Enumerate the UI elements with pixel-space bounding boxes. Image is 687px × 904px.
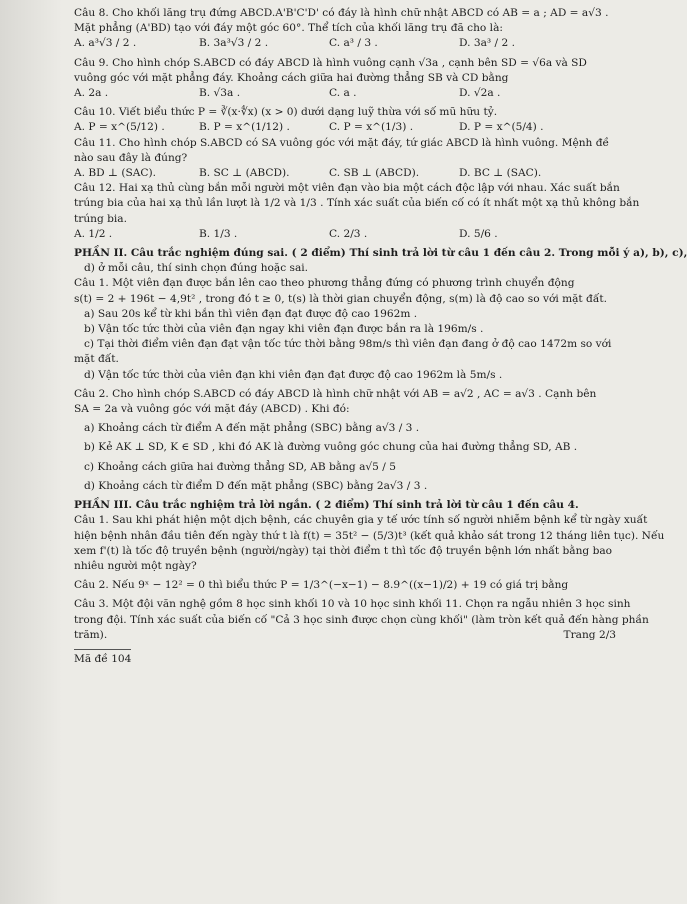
q12-option-b: B. 1/3 . <box>199 227 238 240</box>
q10-line1: Câu 10. Viết biểu thức P = ∛(x·∜x) (x > 0) dưới dạng luỹ thừa với số mũ hữu tỷ. <box>74 106 498 119</box>
q10-option-c: C. P = x^(1/3) . <box>329 121 414 134</box>
part3-c1-line4: nhiêu người một ngày? <box>74 559 197 572</box>
part3-c1-line1: Câu 1. Sau khi phát hiện một dịch bệnh, các chuyên gia y tế ước tính số người nhiễm bệnh kể từ ngày xuất <box>74 514 648 527</box>
q11-line1: Câu 11. Cho hình chóp S.ABCD có SA vuông góc với mặt đáy, tứ giác ABCD là hình vuông. Mệnh đề <box>74 136 610 149</box>
part3-c2-line1: Câu 2. Nếu 9ˣ − 12² = 0 thì biểu thức P = 1/3^(−x−1) − 8.9^((x−1)/2) + 19 có giá trị bằng <box>74 579 569 592</box>
q9-line2: vuông góc với mặt phẳng đáy. Khoảng cách giữa hai đường thẳng SB và CD bằng <box>74 71 509 84</box>
part2-title-cont: d) ở mỗi câu, thí sinh chọn đúng hoặc sai. <box>84 262 309 275</box>
q8-option-d: D. 3a³ / 2 . <box>459 37 515 50</box>
part2-c1-b: b) Vận tốc tức thời của viên đạn ngay khi viên đạn được bắn ra là 196m/s . <box>84 323 484 336</box>
q8-line1: Câu 8. Cho khối lăng trụ đứng ABCD.A'B'C'D' có đáy là hình chữ nhật ABCD có AB = a ; AD = a√3 . <box>74 7 609 19</box>
part3-c1-line2: hiện bệnh nhân đầu tiên đến ngày thứ t là f(t) = 35t² − (5/3)t³ (kết quả khảo sát trong 12 tháng liên tục). Nếu <box>74 529 665 542</box>
q12-line1: Câu 12. Hai xạ thủ cùng bắn mỗi người một viên đạn vào bia một cách độc lập với nhau. Xác suất bắn <box>74 182 620 195</box>
part3-c1-line3: xem f'(t) là tốc độ truyền bệnh (người/ngày) tại thời điểm t thì tốc độ truyền bệnh lớn nhất bằng bao <box>74 544 613 557</box>
part3-c3-line2: trong đội. Tính xác suất của biến cố "Cả 3 học sinh được chọn cùng khối" (làm tròn kết quả đến hàng phần <box>74 613 649 626</box>
part2-c1-line1: Câu 1. Một viên đạn được bắn lên cao theo phương thẳng đứng có phương trình chuyển động <box>74 277 575 290</box>
part2-c2-line2: SA = 2a và vuông góc với mặt đáy (ABCD) . Khi đó: <box>74 403 350 416</box>
q9-line1: Câu 9. Cho hình chóp S.ABCD có đáy ABCD là hình vuông cạnh √3a , cạnh bên SD = √6a và SD <box>74 56 587 69</box>
footer-row <box>74 628 616 643</box>
part2-c1-a: a) Sau 20s kể từ khi bắn thì viên đạn đạt được độ cao 1962m . <box>84 307 418 320</box>
q11-option-c: C. SB ⊥ (ABCD). <box>329 167 420 180</box>
part3-c3-line1: Câu 3. Một đội văn nghệ gồm 8 học sinh khối 10 và 10 học sinh khối 11. Chọn ra ngẫu nhiên 3 học sinh <box>74 598 631 611</box>
q11-option-b: B. SC ⊥ (ABCD). <box>199 167 290 180</box>
part2-c2-a: a) Khoảng cách từ điểm A đến mặt phẳng (SBC) bằng a√3 / 3 . <box>84 422 420 435</box>
q9-options <box>74 86 616 101</box>
q8-option-b: B. 3a³√3 / 2 . <box>199 37 269 50</box>
exam-code: Mã đề 104 <box>74 649 131 667</box>
q8-line2: Mặt phẳng (A'BD) tạo với đáy một góc 60°. Thể tích của khối lăng trụ đã cho là: <box>74 22 503 35</box>
part2-c2-line1: Câu 2. Cho hình chóp S.ABCD có đáy ABCD là hình chữ nhật với AB = a√2 , AC = a√3 . Cạnh bên <box>74 387 597 400</box>
q9-option-c: C. a . <box>329 87 357 100</box>
q10-option-b: B. P = x^(1/12) . <box>199 121 290 134</box>
part2-c2-c: c) Khoảng cách giữa hai đường thẳng SD, AB bằng a√5 / 5 <box>84 460 396 473</box>
part2-c2-b: b) Kẻ AK ⊥ SD, K ∈ SD , khi đó AK là đường vuông góc chung của hai đường thẳng SD, AB . <box>84 441 578 454</box>
part2-c1-d: d) Vận tốc tức thời của viên đạn khi viên đạn đạt được độ cao 1962m là 5m/s . <box>84 368 503 381</box>
q12-options <box>74 227 616 242</box>
q11-option-a: A. BD ⊥ (SAC). <box>74 167 157 180</box>
part2-c2-d: d) Khoảng cách từ điểm D đến mặt phẳng (SBC) bằng 2a√3 / 3 . <box>84 479 428 492</box>
q9-option-b: B. √3a . <box>199 87 241 100</box>
q10-options <box>74 120 616 135</box>
q11-line2: nào sau đây là đúng? <box>74 151 188 164</box>
part3-title: PHẦN III. Câu trắc nghiệm trả lời ngắn. ( 2 điểm) Thí sinh trả lời từ câu 1 đến câu 4. <box>74 499 579 512</box>
q12-option-a: A. 1/2 . <box>74 227 113 240</box>
part2-c1-line2: s(t) = 2 + 196t − 4,9t² , trong đó t ≥ 0, t(s) là thời gian chuyển động, s(m) là độ cao so với mặt đất. <box>74 292 607 305</box>
q11-options <box>74 166 616 181</box>
q8-option-c: C. a³ / 3 . <box>329 37 378 50</box>
page-number: Trang 2/3 <box>563 628 616 641</box>
q10-option-a: A. P = x^(5/12) . <box>74 121 165 134</box>
part3-c3-line3: trăm). <box>74 628 108 641</box>
q9-option-a: A. 2a . <box>74 87 109 100</box>
q9-option-d: D. √2a . <box>459 87 501 100</box>
q11-option-d: D. BC ⊥ (SAC). <box>459 167 542 180</box>
q12-option-c: C. 2/3 . <box>329 227 368 240</box>
part2-c1-c-cont: mặt đất. <box>74 353 119 366</box>
part2-title: PHẦN II. Câu trắc nghiệm đúng sai. ( 2 điểm) Thí sinh trả lời từ câu 1 đến câu 2. Trong mỗi ý a), b), c), <box>74 247 687 260</box>
page-shadow <box>0 0 62 904</box>
q12-line2: trúng bia của hai xạ thủ lần lượt là 1/2 và 1/3 . Tính xác suất của biến cố có ít nhất một xạ thủ không bắn <box>74 197 640 210</box>
q8-option-a: A. a³√3 / 2 . <box>74 37 137 50</box>
q10-option-d: D. P = x^(5/4) . <box>459 121 544 134</box>
q12-option-d: D. 5/6 . <box>459 227 498 240</box>
part2-c1-c: c) Tại thời điểm viên đạn đạt vận tốc tức thời bằng 98m/s thì viên đạn đang ở độ cao 1472m so với <box>84 338 612 351</box>
q12-line3: trúng bia. <box>74 212 127 225</box>
q8-options <box>74 36 616 51</box>
